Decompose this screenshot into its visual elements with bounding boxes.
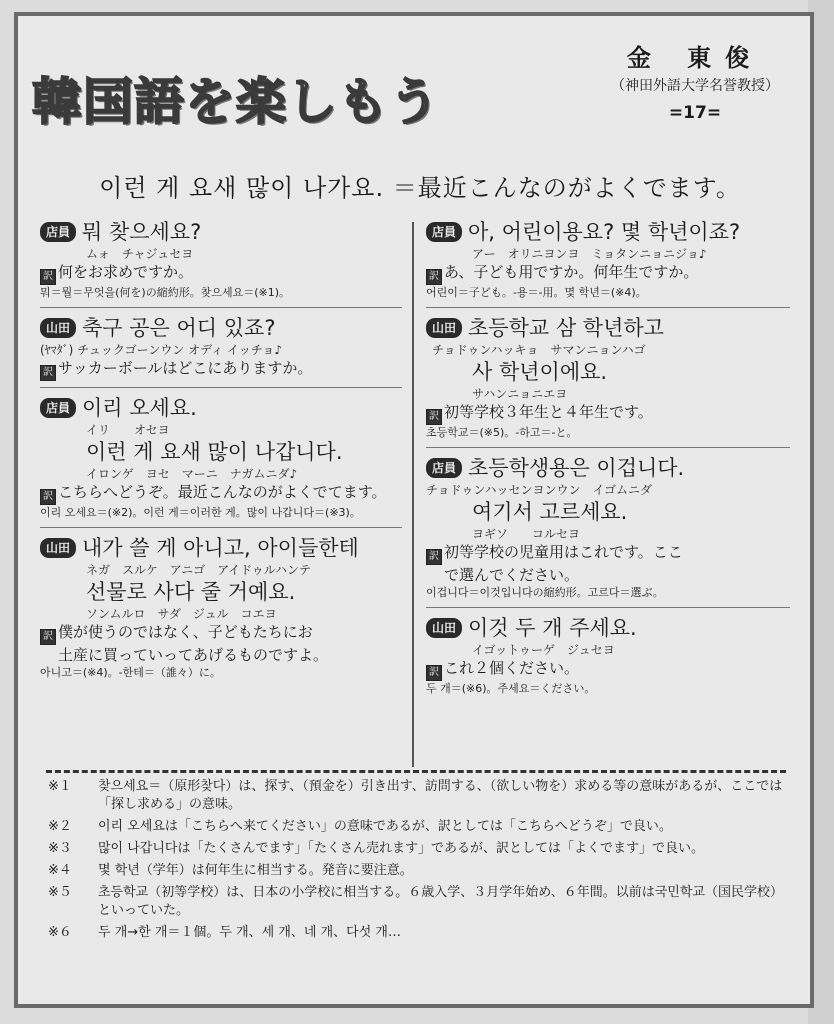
footnote — [48, 862, 788, 880]
footnote-text: 두 개→한 개＝１個。두 개、세 개、네 개、다섯 개… — [98, 925, 401, 940]
speaker-badge: 山田 — [40, 318, 76, 338]
series-number: =17= — [668, 103, 722, 123]
japanese-translation: 僕が使うのではなく、子どもたちにお — [58, 623, 313, 641]
japanese-translation: 何をお求めですか。 — [58, 263, 194, 281]
japanese-translation: こちらへどうぞ。最近こんなのがよくでてます。 — [58, 483, 387, 501]
pronunciation: ソンムルロ サダ ジュル コエヨ — [86, 607, 277, 621]
translation-mark: 訳 — [426, 409, 442, 425]
author-name: 金 東俊 — [626, 43, 764, 72]
japanese-translation: 初等学校の児童用はこれです。ここ — [444, 543, 683, 561]
speaker-badge: 山田 — [426, 618, 462, 638]
footnote-text: 많이 나갑니다は「たくさんでます」「たくさん売れます」であるが、訳としては「よくでます」で良い。 — [98, 841, 704, 856]
korean-line: 여기서 고르세요. — [472, 500, 628, 524]
dialogue-block — [426, 454, 790, 601]
footnote-key: ※３ — [48, 841, 72, 856]
grammar-note: 초등학교＝(※5)。-하고＝-と。 — [426, 426, 578, 439]
grammar-note: 두 개＝(※6)。주세요＝ください。 — [426, 682, 596, 695]
left-column — [40, 218, 402, 681]
column-divider — [412, 222, 414, 767]
translation-mark: 訳 — [40, 269, 56, 285]
pronunciation: アー オリニヨンヨ ミョタンニョニジョ♪ — [472, 247, 707, 261]
dialogue-block — [426, 314, 790, 441]
footnote — [48, 924, 788, 942]
pronunciation: イロンゲ ヨセ マーニ ナガムニダ♪ — [86, 467, 298, 481]
grammar-note: 아니고＝(※4)。-한테＝（誰々）に。 — [40, 666, 221, 679]
footnote-key: ※１ — [48, 779, 72, 794]
footnote-divider — [46, 770, 786, 773]
divider — [40, 387, 402, 388]
translation-mark: 訳 — [40, 365, 56, 381]
dialogue-block — [426, 218, 790, 301]
footnote-key: ※２ — [48, 819, 72, 834]
pronunciation: イゴットゥーゲ ジュセヨ — [472, 643, 615, 657]
korean-line: 축구 공은 어디 있죠? — [82, 316, 276, 340]
divider — [426, 447, 790, 448]
korean-line: 선물로 사다 줄 거예요. — [86, 580, 296, 604]
footnote-text: 이리 오세요は「こちらへ来てください」の意味であるが、訳としては「こちらへどうぞ」で良い。 — [98, 819, 672, 834]
japanese-translation: これ２個ください。 — [444, 659, 580, 677]
dialogue-block — [40, 218, 402, 301]
speaker-badge: 山田 — [426, 318, 462, 338]
speaker-badge: 店員 — [40, 398, 76, 418]
footnotes — [48, 778, 788, 946]
footnote — [48, 840, 788, 858]
korean-line: 이리 오세요. — [82, 396, 197, 420]
translation-mark: 訳 — [426, 269, 442, 285]
footnote — [48, 778, 788, 814]
dialogue-block — [426, 614, 790, 697]
korean-line: 뭐 찾으세요? — [82, 220, 202, 244]
dialogue-block — [40, 314, 402, 381]
divider — [40, 307, 402, 308]
pronunciation: ムォ チャジュセヨ — [86, 247, 194, 261]
footnote-text: 초등학교（初等学校）は、日本の小学校に相当する。６歳入学、３月学年始め、６年間。以前は국민학교（国民学校）といっていた。 — [98, 885, 783, 918]
dialogue-block — [40, 534, 402, 681]
grammar-note: 어린이＝子ども。-용＝-用。몇 학년＝(※4)。 — [426, 286, 647, 299]
lesson-headline: 이런 게 요새 많이 나가요. ＝最近こんなのがよくでます。 — [99, 174, 741, 202]
japanese-translation: 土産に買っていってあげるものですよ。 — [58, 646, 329, 664]
korean-line: 이런 게 요새 많이 나갑니다. — [86, 440, 343, 464]
footnote-text: 찾으세요＝（原形찾다）は、探す、（預金を）引き出す、訪問する、（欲しい物を）求める等の意味があるが、ここでは「探し求める」の意味。 — [98, 779, 783, 812]
pronunciation: イリ オセヨ — [86, 423, 170, 437]
footnote — [48, 884, 788, 920]
footnote — [48, 818, 788, 836]
footnote-text: 몇 학년（学年）は何年生に相当する。発音に要注意。 — [98, 863, 413, 878]
translation-mark: 訳 — [40, 489, 56, 505]
pronunciation: ヨギソ コルセヨ — [472, 527, 581, 541]
article-title: 韓国語を楽しもう — [32, 73, 440, 131]
grammar-note: 이리 오세요＝(※2)。이런 게＝이러한 게。많이 나갑니다＝(※3)。 — [40, 506, 361, 519]
pronunciation: チョドゥンハッセンヨンウン イゴムニダ — [426, 483, 653, 497]
korean-line: 아, 어린이용요? 몇 학년이죠? — [468, 220, 741, 244]
footnote-key: ※４ — [48, 863, 72, 878]
japanese-translation: で選んでください。 — [444, 566, 580, 584]
pronunciation: サハンニョニエヨ — [472, 387, 568, 401]
japanese-translation: あ、子ども用ですか。何年生ですか。 — [444, 263, 699, 281]
divider — [40, 527, 402, 528]
divider — [426, 307, 790, 308]
pronunciation: ネガ スルケ アニゴ アイドゥルハンテ — [86, 563, 311, 577]
korean-line: 초등학생용은 이겁니다. — [468, 456, 685, 480]
translation-mark: 訳 — [426, 549, 442, 565]
japanese-translation: サッカーボールはどこにありますか。 — [58, 359, 313, 377]
pronunciation: チョドゥンハッキョ サマンニョンハゴ — [432, 343, 646, 357]
translation-mark: 訳 — [40, 629, 56, 645]
author-block — [600, 38, 790, 123]
grammar-note: 뭐＝뭘＝무엇을(何を)の縮約形。찾으세요＝(※1)。 — [40, 286, 291, 299]
speaker-badge: 山田 — [40, 538, 76, 558]
author-affiliation: （神田外語大学名誉教授） — [611, 78, 779, 94]
speaker-badge: 店員 — [40, 222, 76, 242]
grammar-note: 이겁니다＝이것입니다の縮約形。고르다＝選ぶ。 — [426, 586, 664, 599]
footnote-key: ※５ — [48, 885, 72, 900]
speaker-badge: 店員 — [426, 458, 462, 478]
dialogue-block — [40, 394, 402, 521]
right-column — [426, 218, 790, 697]
korean-line: 이것 두 개 주세요. — [468, 616, 637, 640]
speaker-badge: 店員 — [426, 222, 462, 242]
korean-line: 초등학교 삼 학년하고 — [468, 316, 664, 340]
korean-line: 사 학년이에요. — [472, 360, 608, 384]
japanese-translation: 初等学校３年生と４年生です。 — [444, 403, 653, 421]
footnote-key: ※６ — [48, 925, 72, 940]
korean-line: 내가 쓸 게 아니고, 아이들한테 — [82, 536, 359, 560]
divider — [426, 607, 790, 608]
pronunciation: (ﾔﾏﾀﾞ) チュックゴーンウン オディ イッチョ♪ — [40, 343, 283, 357]
translation-mark: 訳 — [426, 665, 442, 681]
